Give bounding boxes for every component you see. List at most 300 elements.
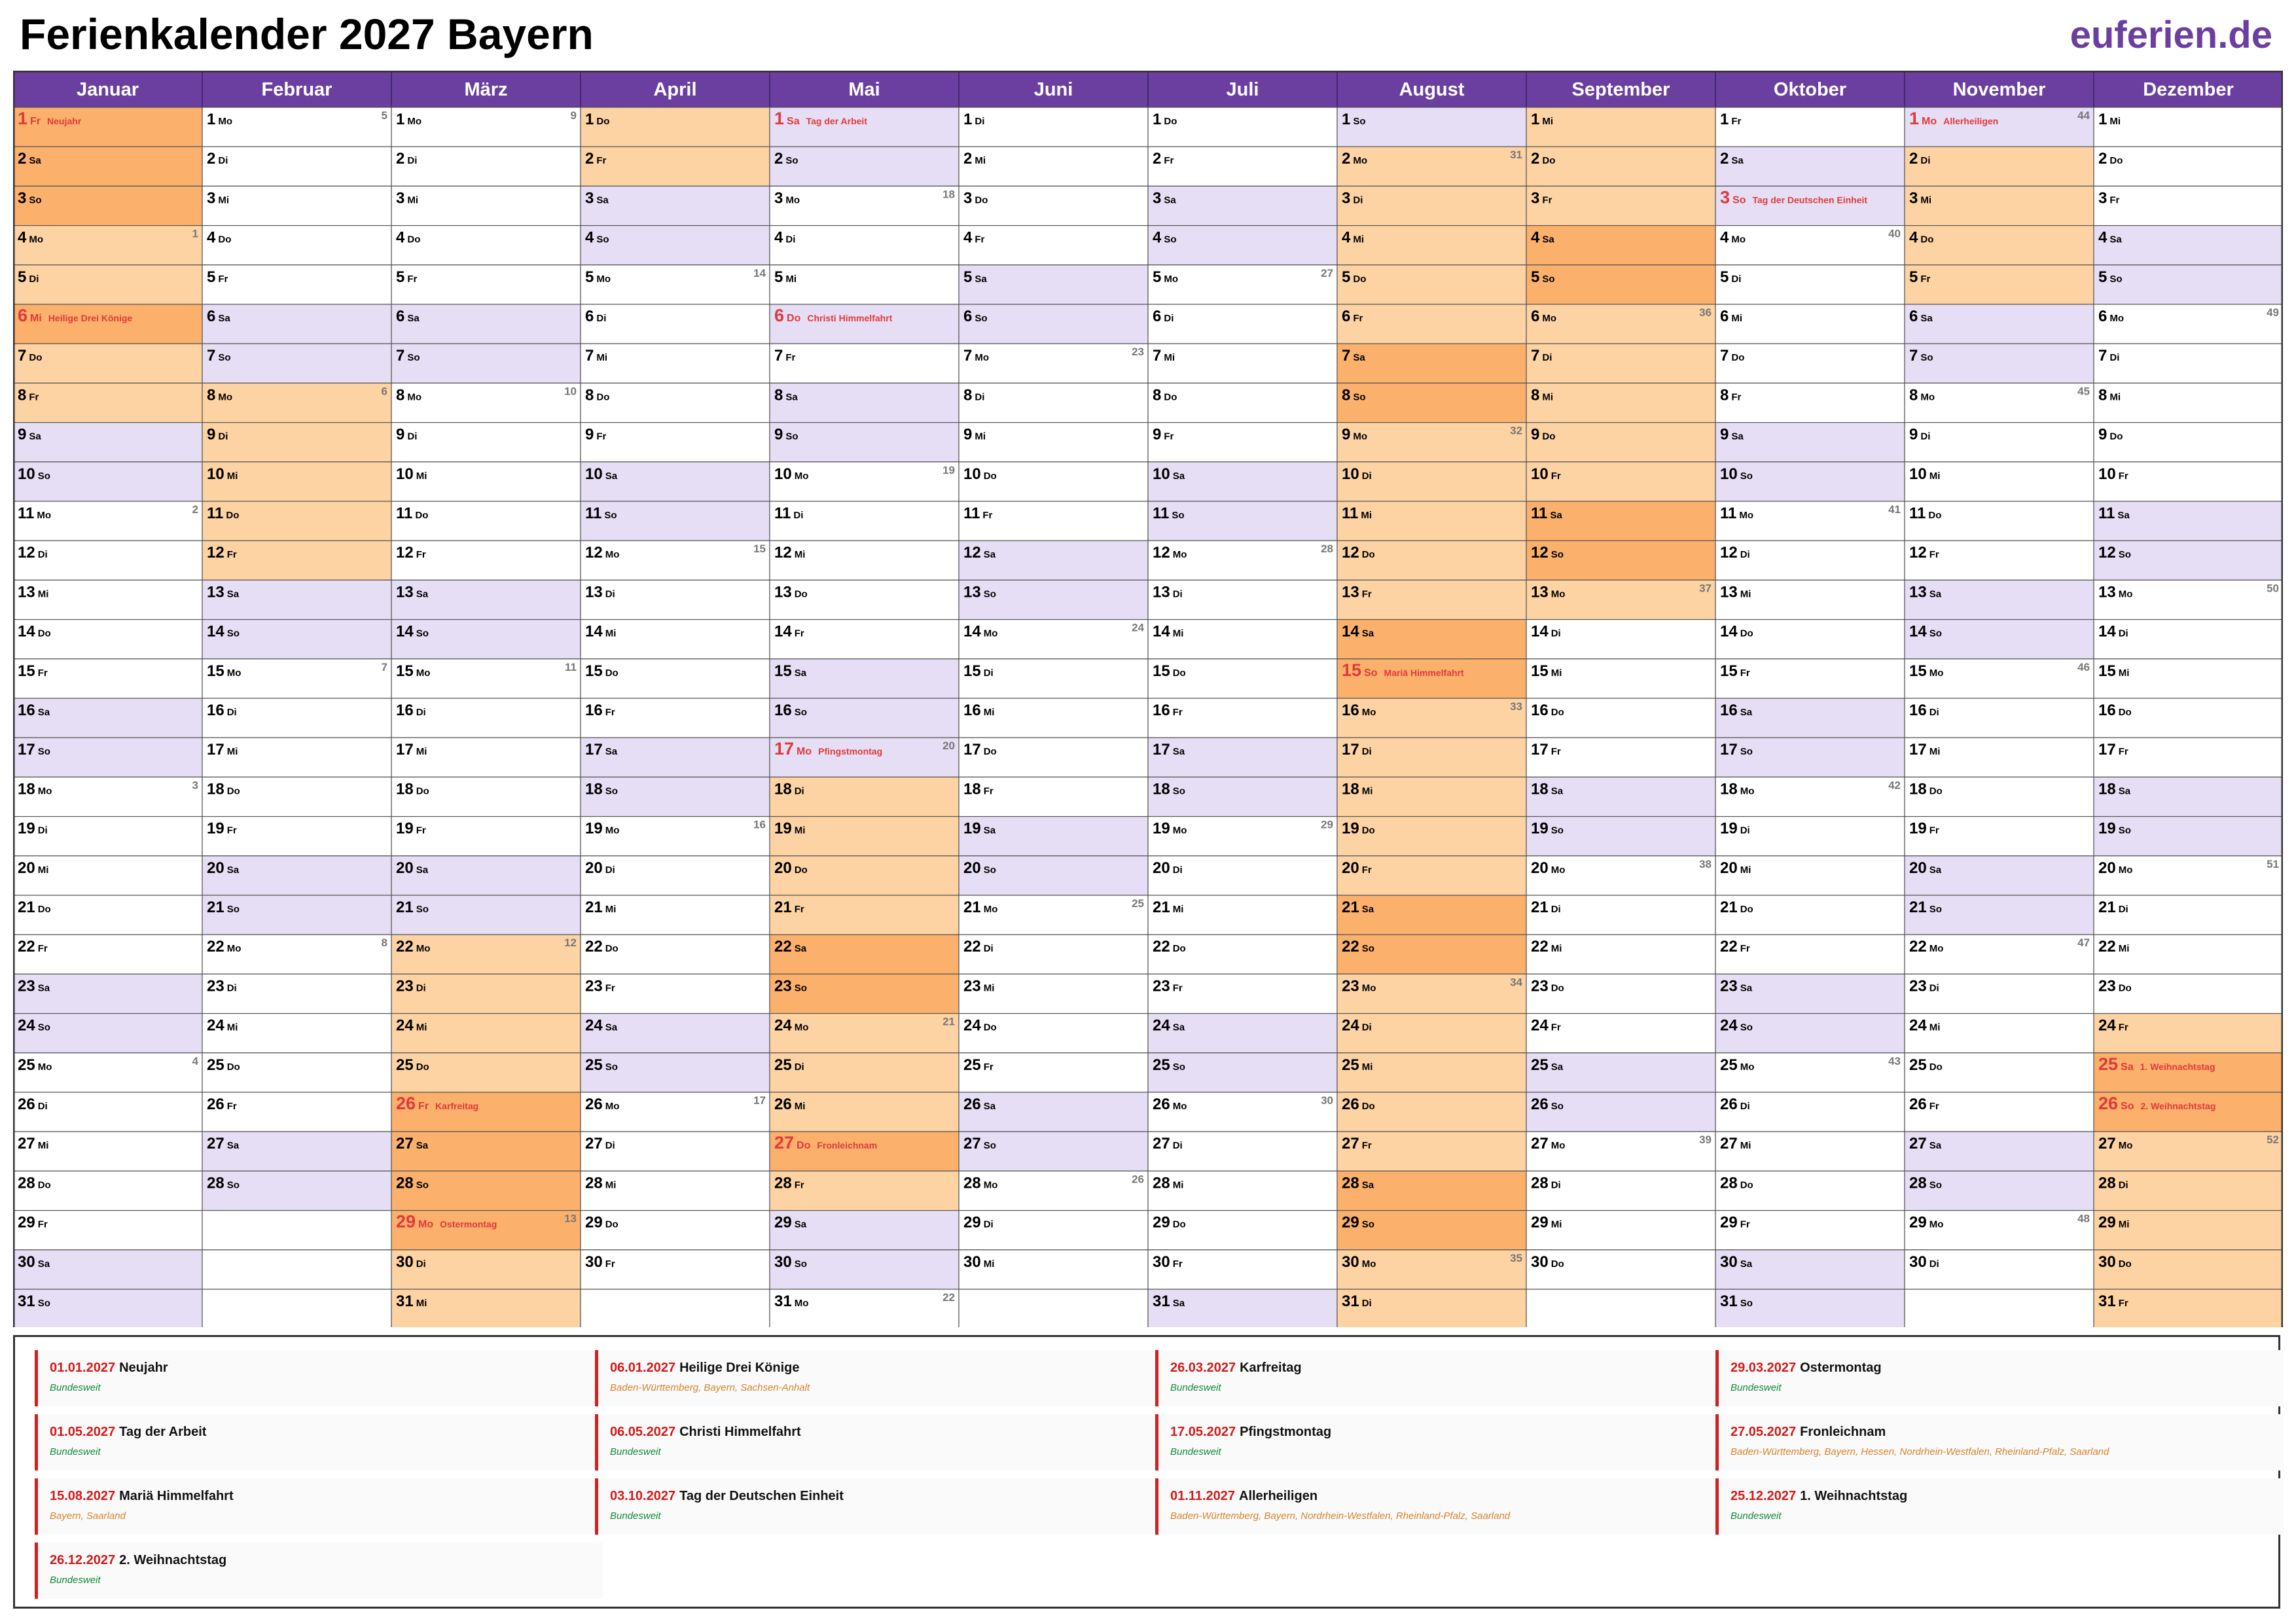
day-number: 19	[963, 819, 981, 838]
day-number: 7	[1720, 347, 1729, 365]
day-number: 20	[963, 859, 981, 877]
weekday-abbr: Do	[605, 1219, 619, 1230]
day-cell	[1715, 383, 1905, 422]
week-number: 11	[565, 660, 577, 673]
weekday-abbr: Sa	[975, 273, 987, 285]
day-cell	[1526, 541, 1715, 580]
day-cell	[959, 462, 1148, 501]
day-cell	[1526, 304, 1715, 344]
day-number: 16	[585, 702, 603, 719]
day-cell	[581, 817, 770, 856]
weekday-abbr: So	[416, 1179, 429, 1191]
weekday-abbr: Do	[794, 588, 808, 600]
day-number: 20	[1909, 859, 1927, 877]
weekday-abbr: So	[794, 707, 807, 718]
weekday-abbr: So	[604, 510, 617, 521]
holiday-title-line	[1731, 1489, 2284, 1504]
day-number: 7	[585, 347, 594, 365]
day-number: 6	[963, 308, 973, 325]
day-cell	[391, 383, 581, 422]
day-cell	[2094, 1211, 2283, 1250]
day-number: 22	[18, 938, 35, 956]
weekday-abbr: Fr	[605, 982, 615, 994]
day-number: 19	[1909, 819, 1927, 838]
weekday-abbr: Sa	[226, 588, 240, 600]
day-cell	[13, 501, 202, 541]
day-number: 12	[396, 544, 414, 562]
day-cell	[1715, 817, 1905, 856]
day-cell	[581, 935, 770, 974]
day-cell	[1905, 147, 2094, 186]
day-number: 10	[1720, 465, 1738, 483]
weekday-abbr: So	[218, 352, 231, 364]
day-cell	[1337, 1014, 1526, 1053]
weekday-abbr: Fr	[416, 825, 426, 836]
day-cell	[1715, 580, 1905, 619]
weekday-abbr: Do	[29, 352, 43, 364]
day-cell	[391, 974, 581, 1013]
weekday-abbr: Do	[1929, 785, 1943, 797]
day-cell	[2094, 107, 2283, 147]
weekday-abbr: Di	[794, 1061, 804, 1073]
holiday-date: 06.01.2027	[610, 1361, 676, 1375]
day-number: 23	[1909, 977, 1927, 995]
week-number: 19	[942, 463, 955, 476]
weekday-abbr: Sa	[1551, 785, 1564, 797]
day-cell	[770, 777, 959, 816]
weekday-abbr: Mo	[1172, 549, 1187, 561]
day-cell	[1148, 304, 1337, 344]
day-number: 7	[1342, 347, 1351, 365]
weekday-abbr: So	[1361, 1219, 1374, 1230]
weekday-abbr: Sa	[1172, 470, 1185, 482]
day-cell	[13, 935, 202, 974]
day-cell	[770, 423, 959, 462]
day-cell	[1526, 1092, 1715, 1132]
day-number: 2	[1153, 150, 1162, 168]
week-number: 50	[2267, 582, 2279, 595]
weekday-abbr: Mi	[1361, 785, 1373, 797]
day-cell	[1337, 856, 1526, 895]
day-cell	[391, 659, 581, 698]
weekday-abbr: Di	[1353, 194, 1363, 206]
holiday-name: Fronleichnam	[1800, 1425, 1886, 1439]
weekday-abbr: Do	[1361, 1101, 1375, 1112]
holiday-name: Karfreitag	[435, 1101, 479, 1111]
weekday-abbr: Di	[1361, 1298, 1372, 1309]
holiday-date: 01.11.2027	[1170, 1489, 1235, 1503]
holiday-name: Heilige Drei Könige	[679, 1361, 800, 1375]
weekday-abbr: So	[416, 628, 429, 639]
day-number: 31	[18, 1293, 35, 1310]
weekday-abbr: Do	[983, 746, 997, 758]
day-number: 20	[1720, 859, 1738, 877]
day-number: 5	[1531, 268, 1540, 286]
weekday-abbr: Sa	[2118, 785, 2131, 797]
weekday-abbr: Di	[1551, 904, 1561, 915]
day-number: 10	[207, 465, 224, 483]
weekday-abbr: Fr	[1920, 273, 1931, 285]
day-cell	[1715, 895, 1905, 935]
weekday-abbr: So	[1172, 1061, 1185, 1073]
day-cell	[2094, 817, 2283, 856]
day-number: 20	[774, 859, 792, 877]
day-number: 27	[1153, 1135, 1170, 1153]
day-cell	[13, 856, 202, 895]
day-number: 22	[1531, 938, 1549, 956]
weekday-abbr: Di	[793, 510, 804, 521]
day-number: 2	[1909, 150, 1918, 168]
day-cell	[13, 1250, 202, 1289]
day-cell	[1337, 265, 1526, 304]
day-cell	[581, 344, 770, 383]
day-cell	[2094, 1014, 2283, 1053]
weekday-abbr: Fr	[785, 352, 796, 364]
day-cell	[581, 738, 770, 777]
day-number: 28	[1909, 1174, 1927, 1192]
day-cell	[581, 1053, 770, 1092]
weekday-abbr: Mi	[1929, 746, 1941, 758]
day-cell	[770, 186, 959, 225]
day-cell	[2094, 423, 2283, 462]
day-cell	[2094, 738, 2283, 777]
day-cell	[1526, 383, 1715, 422]
weekday-abbr: Mo	[37, 1061, 52, 1073]
weekday-abbr: Sa	[1172, 1298, 1185, 1309]
holiday-name: Mariä Himmelfahrt	[1384, 667, 1464, 678]
day-cell	[1526, 659, 1715, 698]
day-cell	[1526, 226, 1715, 265]
day-number: 17	[963, 741, 981, 759]
weekday-abbr: Sa	[794, 1219, 807, 1230]
weekday-abbr: Mi	[37, 864, 49, 876]
day-number: 4	[396, 228, 405, 247]
brand-logo-text[interactable]: euferien.de	[2070, 14, 2272, 56]
day-cell	[959, 777, 1148, 816]
day-cell	[770, 580, 959, 619]
day-cell	[2094, 1171, 2283, 1210]
weekday-abbr: Mi	[2118, 943, 2130, 955]
day-cell	[1148, 974, 1337, 1013]
weekday-abbr: Do	[226, 785, 240, 797]
day-cell	[1905, 1250, 2094, 1289]
day-number: 2	[18, 150, 27, 168]
day-number: 3	[1531, 189, 1540, 207]
weekday-abbr: Sa	[1929, 864, 1942, 876]
weekday-abbr: Mi	[794, 825, 806, 836]
day-number: 13	[1720, 583, 1738, 601]
holiday-name: Christi Himmelfahrt	[807, 313, 893, 323]
day-cell	[1715, 620, 1905, 659]
day-number: 4	[207, 228, 216, 247]
day-cell	[202, 659, 391, 698]
week-number: 14	[753, 266, 766, 279]
weekday-abbr: Do	[2118, 1258, 2132, 1270]
day-number: 26	[1909, 1096, 1927, 1113]
weekday-abbr: Mo	[794, 470, 809, 482]
day-cell	[1715, 935, 1905, 974]
weekday-abbr: Mo	[983, 628, 998, 639]
day-cell	[2094, 1132, 2283, 1171]
day-number: 26	[396, 1094, 416, 1113]
week-number: 6	[381, 385, 387, 398]
day-number: 21	[963, 899, 981, 916]
weekday-abbr: Mo	[226, 943, 242, 955]
day-cell	[13, 895, 202, 935]
day-cell	[1337, 895, 1526, 935]
weekday-abbr: Sa	[37, 1258, 50, 1270]
day-cell	[1905, 738, 2094, 777]
holiday-title-line	[50, 1489, 603, 1504]
day-cell	[1526, 186, 1715, 225]
day-cell	[1715, 1053, 1905, 1092]
day-cell	[770, 1053, 959, 1092]
weekday-abbr: Fr	[226, 1101, 237, 1112]
day-cell	[959, 147, 1148, 186]
day-cell	[1905, 895, 2094, 935]
day-number: 4	[1342, 228, 1351, 247]
weekday-abbr: Sa	[226, 1140, 240, 1152]
day-cell	[2094, 580, 2283, 619]
weekday-abbr: Do	[596, 391, 610, 403]
day-cell	[2094, 895, 2283, 935]
weekday-abbr: Di	[1929, 982, 1939, 994]
weekday-abbr: Sa	[1172, 746, 1185, 758]
day-cell	[1715, 1250, 1905, 1289]
day-number: 22	[774, 938, 792, 956]
weekday-abbr: Mo	[1361, 982, 1376, 994]
weekday-abbr: So	[1364, 667, 1378, 679]
day-number: 23	[585, 977, 603, 995]
day-cell	[1148, 817, 1337, 856]
weekday-abbr: Mo	[37, 785, 52, 797]
day-cell	[1148, 147, 1337, 186]
day-number: 17	[1909, 741, 1927, 759]
day-number: 29	[1342, 1213, 1359, 1232]
weekday-abbr: Di	[226, 982, 237, 994]
weekday-abbr: Fr	[794, 904, 804, 915]
day-cell	[1526, 738, 1715, 777]
day-number: 2	[396, 150, 405, 168]
weekday-abbr: Mi	[30, 313, 42, 324]
day-cell	[1337, 147, 1526, 186]
week-number: 18	[942, 188, 955, 201]
day-number: 18	[1909, 780, 1927, 798]
weekday-abbr: So	[1920, 352, 1933, 364]
day-number: 31	[2098, 1293, 2116, 1310]
day-cell	[1715, 659, 1905, 698]
day-number: 7	[396, 347, 405, 365]
day-cell	[2094, 186, 2283, 225]
day-cell	[581, 1211, 770, 1250]
day-number: 23	[18, 977, 35, 995]
day-cell	[959, 580, 1148, 619]
weekday-abbr: Mo	[1740, 1061, 1755, 1073]
day-number: 26	[963, 1096, 981, 1113]
day-number: 31	[1720, 1293, 1738, 1310]
day-cell	[1715, 265, 1905, 304]
day-cell	[1526, 107, 1715, 147]
day-number: 30	[1342, 1253, 1359, 1271]
day-number: 18	[2098, 780, 2116, 798]
day-number: 12	[1531, 544, 1549, 562]
day-number: 16	[207, 702, 224, 719]
day-number: 20	[1342, 859, 1359, 877]
day-cell	[1905, 777, 2094, 816]
day-number: 11	[207, 505, 224, 522]
day-cell	[391, 423, 581, 462]
weekday-abbr: Do	[2109, 431, 2123, 442]
day-cell	[13, 304, 202, 344]
weekday-abbr: So	[1172, 785, 1185, 797]
day-number: 17	[396, 741, 414, 759]
day-number: 11	[1909, 505, 1926, 522]
day-number: 2	[963, 150, 973, 168]
day-cell	[770, 1014, 959, 1053]
day-number: 11	[1531, 505, 1548, 522]
weekday-abbr: Do	[416, 1061, 429, 1073]
day-number: 4	[585, 228, 594, 247]
weekday-abbr: Sa	[416, 864, 429, 876]
holiday-date: 25.12.2027	[1731, 1489, 1797, 1503]
weekday-abbr: So	[2118, 825, 2131, 836]
day-number: 29	[1531, 1213, 1549, 1232]
weekday-abbr: Sa	[29, 155, 41, 167]
day-number: 13	[1909, 583, 1927, 601]
holiday-name: Allerheiligen	[1943, 116, 1999, 126]
weekday-abbr: Fr	[1164, 431, 1174, 442]
day-number: 3	[18, 189, 27, 207]
weekday-abbr: Fr	[1542, 194, 1552, 206]
day-cell	[1905, 620, 2094, 659]
day-number: 1	[1909, 109, 1920, 128]
weekday-abbr: Fr	[1740, 943, 1750, 955]
empty-day-cell	[202, 1289, 391, 1327]
day-cell	[1337, 1171, 1526, 1210]
day-number: 25	[774, 1056, 792, 1074]
day-number: 27	[774, 1133, 795, 1153]
day-number: 21	[18, 899, 35, 916]
day-number: 5	[774, 268, 783, 286]
weekday-abbr: Do	[37, 904, 51, 915]
day-number: 5	[963, 268, 973, 286]
day-number: 12	[2098, 544, 2116, 562]
weekday-abbr: So	[416, 904, 429, 915]
holiday-entry	[35, 1543, 603, 1599]
holiday-scope: Baden-Württemberg, Bayern, Hessen, Nordrhein-Westfalen, Rheinland-Pfalz, Saarland	[1731, 1446, 2109, 1457]
day-cell	[581, 186, 770, 225]
weekday-abbr: Sa	[605, 470, 618, 482]
day-number: 1	[1531, 111, 1540, 128]
weekday-abbr: Fr	[1361, 864, 1372, 876]
day-number: 21	[1531, 899, 1549, 916]
day-number: 9	[396, 425, 405, 444]
day-cell	[770, 462, 959, 501]
day-cell	[770, 1250, 959, 1289]
week-number: 32	[1510, 424, 1522, 437]
day-number: 16	[1153, 702, 1170, 719]
day-cell	[1905, 1092, 2094, 1132]
day-number: 9	[1909, 425, 1918, 444]
week-number: 52	[2267, 1133, 2279, 1147]
weekday-abbr: Di	[605, 588, 615, 600]
day-number: 28	[774, 1174, 792, 1192]
day-number: 12	[1342, 544, 1359, 562]
day-number: 28	[396, 1174, 414, 1192]
weekday-abbr: So	[1551, 825, 1564, 836]
weekday-abbr: So	[1551, 1101, 1564, 1112]
day-number: 7	[963, 347, 973, 365]
weekday-abbr: Sa	[794, 943, 807, 955]
weekday-abbr: Fr	[1172, 982, 1183, 994]
weekday-abbr: Sa	[1361, 1179, 1374, 1191]
day-cell	[770, 107, 959, 147]
day-number: 27	[2098, 1135, 2116, 1153]
day-cell	[1905, 107, 2094, 147]
holiday-name: Tag der Deutschen Einheit	[1752, 194, 1868, 205]
day-cell	[1905, 659, 2094, 698]
day-number: 5	[18, 268, 27, 286]
holiday-title-line	[50, 1553, 603, 1568]
day-number: 16	[1342, 702, 1359, 719]
day-cell	[202, 974, 391, 1013]
day-number: 21	[2098, 899, 2116, 916]
day-cell	[770, 147, 959, 186]
weekday-abbr: So	[37, 1298, 50, 1309]
weekday-abbr: Di	[605, 1140, 615, 1152]
weekday-abbr: Sa	[1740, 1258, 1753, 1270]
day-number: 29	[1720, 1213, 1738, 1232]
weekday-abbr: Sa	[1551, 1061, 1564, 1073]
day-number: 19	[585, 819, 603, 838]
day-number: 12	[207, 544, 224, 562]
day-number: 1	[774, 109, 785, 128]
day-cell	[391, 226, 581, 265]
day-cell	[1148, 186, 1337, 225]
weekday-abbr: Sa	[1731, 431, 1744, 442]
day-number: 15	[963, 662, 981, 680]
day-cell	[581, 541, 770, 580]
holiday-name: 1. Weihnachtstag	[2140, 1061, 2215, 1072]
day-number: 20	[18, 859, 35, 877]
weekday-abbr: Mo	[797, 746, 812, 758]
week-number: 35	[1510, 1251, 1522, 1264]
weekday-abbr: Mo	[983, 1179, 998, 1191]
weekday-abbr: Do	[605, 667, 619, 679]
day-cell	[959, 304, 1148, 344]
weekday-abbr: Di	[416, 982, 426, 994]
day-number: 14	[2098, 622, 2116, 641]
weekday-abbr: Mo	[218, 391, 233, 403]
day-cell	[2094, 1092, 2283, 1132]
day-number: 14	[1342, 622, 1359, 641]
empty-day-cell	[202, 1211, 391, 1250]
weekday-abbr: Sa	[983, 549, 996, 561]
day-cell	[13, 147, 202, 186]
day-cell	[581, 777, 770, 816]
day-cell	[202, 186, 391, 225]
day-number: 23	[396, 977, 414, 995]
weekday-abbr: Di	[37, 549, 48, 561]
day-number: 15	[1153, 662, 1170, 680]
weekday-abbr: Sa	[605, 1022, 618, 1033]
weekday-abbr: Fr	[1164, 155, 1174, 167]
day-cell	[1905, 423, 2094, 462]
day-number: 21	[585, 899, 603, 916]
weekday-abbr: Mo	[1551, 864, 1566, 876]
day-cell	[13, 541, 202, 580]
weekday-abbr: Do	[415, 510, 429, 521]
